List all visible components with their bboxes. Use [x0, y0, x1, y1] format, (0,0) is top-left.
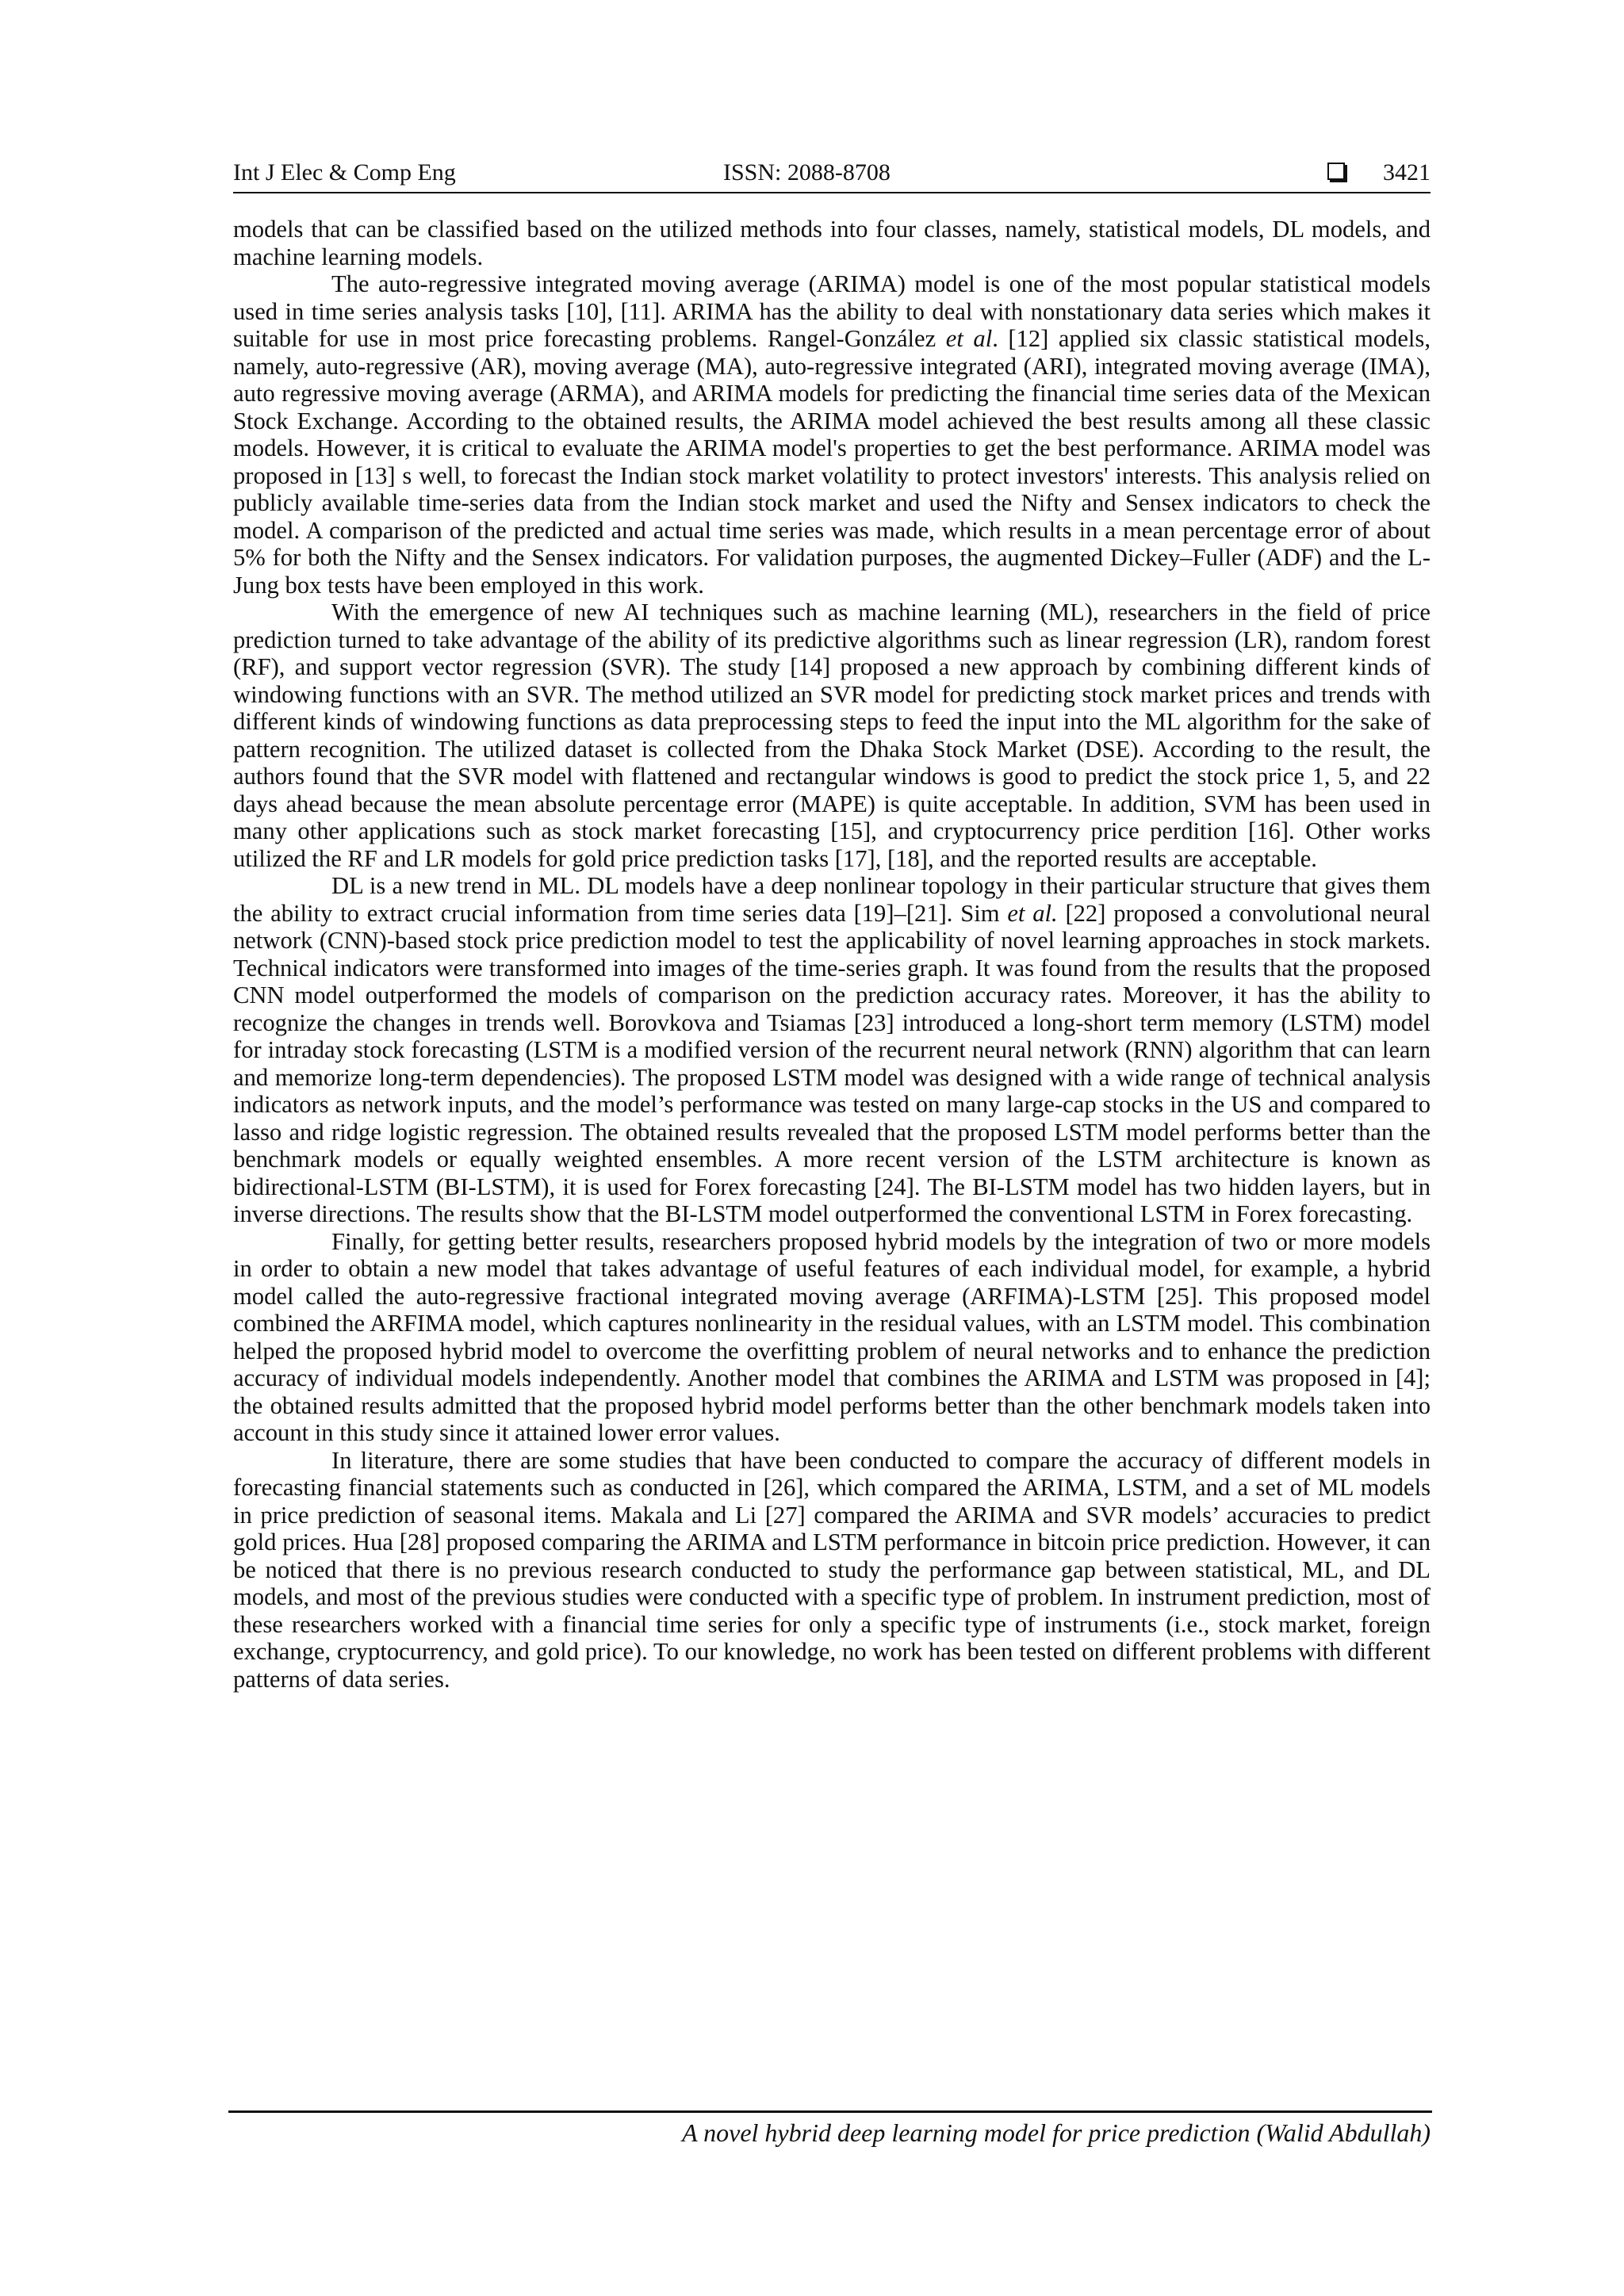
- paragraph: [233, 872, 1431, 1228]
- footer-rule: [228, 2110, 1432, 2113]
- paragraph-text: DL is a new trend in ML. DL models have a deep nonlinear topology in their particular structure that gives them the ability to extract crucial information from time series data [19]–[21]. Sim: [233, 872, 1431, 927]
- square-box-icon: [1327, 163, 1345, 180]
- paragraph-text: Finally, for getting better results, researchers proposed hybrid models by the integration of two or more models in order to obtain a new model that takes advantage of useful features of each individual model, for example, a hybrid model called the auto-regressive fractional integrated moving average (ARFIMA)-LSTM [25]. This proposed model combined the ARFIMA model, which captures nonlinearity in the residual values, with an LSTM model. This combination helped the proposed hybrid model to overcome the overfitting problem of neural networks and to enhance the prediction accuracy of individual models independently. Another model that combines the ARIMA and LSTM was proposed in [4]; the obtained results admitted that the proposed hybrid model performs better than the other benchmark models taken into account in this study since it attained lower error values.: [233, 1227, 1431, 1446]
- body-text: [233, 216, 1431, 1693]
- paragraph: [233, 1228, 1431, 1447]
- page-header: [233, 155, 1431, 190]
- running-title: A novel hybrid deep learning model for price prediction (Walid Abdullah): [682, 2118, 1431, 2147]
- paragraph-text: The auto-regressive integrated moving average (ARIMA) model is one of the most popular statistical models used in time series analysis tasks [10], [11]. ARIMA has the ability to deal with nonstationary data series which makes it suitable for use in most price forecasting problems. Rangel-González: [233, 270, 1431, 352]
- page-number: 3421: [1383, 159, 1431, 186]
- italic-text: et al.: [1007, 899, 1058, 927]
- paragraph: [233, 216, 1431, 270]
- paragraph-text: . [12] applied six classic statistical models, namely, auto-regressive (AR), moving average (MA), auto-regressive integrated (ARI), integrated moving average (IMA), auto regressive moving average (ARMA), and ARIMA models for predicting the financial time series data of the Mexican Stock Exchange. According to the obtained results, the ARIMA model achieved the best results among all these classic models. However, it is critical to evaluate the ARIMA model's properties to get the best performance. ARIMA model was proposed in [13] s well, to forecast the Indian stock market volatility to protect investors' interests. This analysis relied on publicly available time-series data from the Indian stock market and used the Nifty and Sensex indicators to check the model. A comparison of the predicted and actual time series was made, which results in a mean percentage error of about 5% for both the Nifty and the Sensex indicators. For validation purposes, the augmented Dickey–Fuller (ADF) and the L-Jung box tests have been employed in this work.: [233, 325, 1431, 599]
- paragraph-text: With the emergence of new AI techniques such as machine learning (ML), researchers in the field of price prediction turned to take advantage of the ability of its predictive algorithms such as linear regression (LR), random forest (RF), and support vector regression (SVR). The study [14] proposed a new approach by combining different kinds of windowing functions with an SVR. The method utilized an SVR model for predicting stock market prices and trends with different kinds of windowing functions as data preprocessing steps to feed the input into the ML algorithm for the sake of pattern recognition. The utilized dataset is collected from the Dhaka Stock Market (DSE). According to the result, the authors found that the SVR model with flattened and rectangular windows is good to predict the stock price 1, 5, and 22 days ahead because the mean absolute percentage error (MAPE) is quite acceptable. In addition, SVM has been used in many other applications such as stock market forecasting [15], and cryptocurrency price perdition [16]. Other works utilized the RF and LR models for gold price prediction tasks [17], [18], and the reported results are acceptable.: [233, 599, 1431, 872]
- paragraph: [233, 1447, 1431, 1693]
- issn-number: ISSN: 2088-8708: [723, 159, 891, 186]
- italic-text: et al: [945, 325, 993, 352]
- paragraph-text: models that can be classified based on the utilized methods into four classes, namely, statistical models, DL models, and machine learning models.: [233, 216, 1431, 270]
- paragraph-text: [22] proposed a convolutional neural network (CNN)-based stock price prediction model to test the applicability of novel learning approaches in stock markets. Technical indicators were transformed into images of the time-series graph. It was found from the results that the proposed CNN model outperformed the models of comparison on the prediction accuracy rates. Moreover, it has the ability to recognize the changes in trends well. Borovkova and Tsiamas [23] introduced a long-short term memory (LSTM) model for intraday stock forecasting (LSTM is a modified version of the recurrent neural network (RNN) algorithm that can learn and memorize long-term dependencies). The proposed LSTM model was designed with a wide range of technical analysis indicators as network inputs, and the model’s performance was tested on many large-cap stocks in the US and compared to lasso and ridge logistic regression. The obtained results revealed that the proposed LSTM model performs better than the benchmark models or equally weighted ensembles. A more recent version of the LSTM architecture is known as bidirectional-LSTM (BI-LSTM), it is used for Forex forecasting [24]. The BI-LSTM model has two hidden layers, but in inverse directions. The results show that the BI-LSTM model outperformed the conventional LSTM in Forex forecasting.: [233, 899, 1431, 1227]
- paragraph-text: In literature, there are some studies that have been conducted to compare the accuracy of different models in forecasting financial statements such as conducted in [26], which compared the ARIMA, LSTM, and a set of ML models in price prediction of seasonal items. Makala and Li [27] compared the ARIMA and SVR models’ accuracies to predict gold prices. Hua [28] proposed comparing the ARIMA and LSTM performance in bitcoin price prediction. However, it can be noticed that there is no previous research conducted to study the performance gap between statistical, ML, and DL models, and most of the previous studies were conducted with a specific type of problem. In instrument prediction, most of these researchers worked with a financial time series for only a specific type of instruments (i.e., stock market, foreign exchange, cryptocurrency, and gold price). To our knowledge, no work has been tested on different problems with different patterns of data series.: [233, 1446, 1431, 1693]
- journal-name: Int J Elec & Comp Eng: [233, 159, 456, 186]
- paragraph: [233, 270, 1431, 599]
- paragraph: [233, 599, 1431, 872]
- header-rule: [233, 192, 1431, 193]
